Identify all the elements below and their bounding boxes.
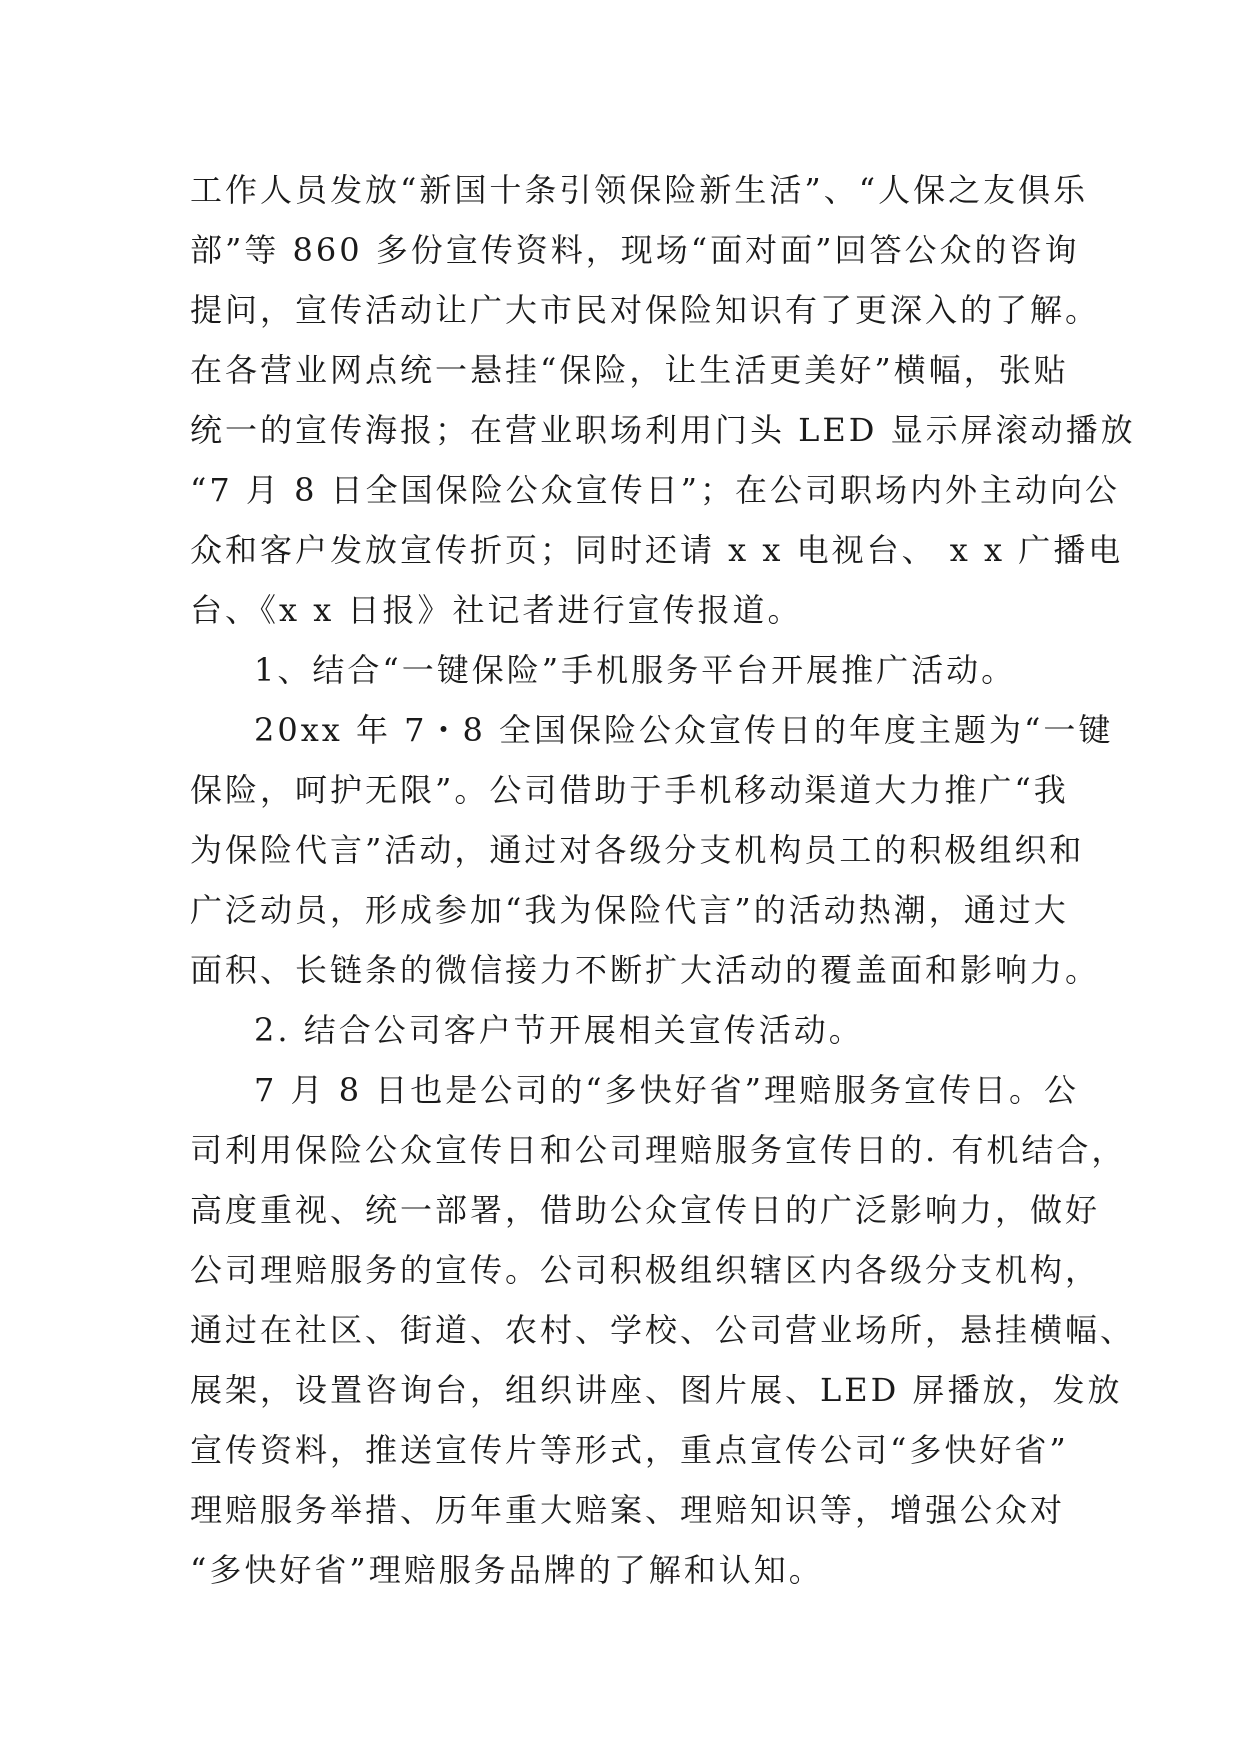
text-line: 公司理赔服务的宣传。公司积极组织辖区内各级分支机构， bbox=[190, 1251, 1101, 1289]
text-line: 2. 结合公司客户节开展相关宣传活动。 bbox=[254, 1011, 864, 1049]
text-line: 司利用保险公众宣传日和公司理赔服务宣传日的. 有机结合， bbox=[190, 1131, 1127, 1169]
text-line: 展架，设置咨询台，组织讲座、图片展、LED 屏播放，发放 bbox=[190, 1371, 1123, 1409]
text-line: “7 月 8 日全国保险公众宣传日”；在公司职场内外主动向公 bbox=[190, 471, 1120, 509]
document-body bbox=[190, 160, 1136, 1600]
text-line: 1、结合“一键保险”手机服务平台开展推广活动。 bbox=[254, 651, 1017, 689]
text-line: 保险，呵护无限”。公司借助于手机移动渠道大力推广“我 bbox=[190, 771, 1069, 809]
text-line: 20xx 年 7・8 全国保险公众宣传日的年度主题为“一键 bbox=[254, 711, 1114, 749]
text-line: 广泛动员，形成参加“我为保险代言”的活动热潮，通过大 bbox=[190, 891, 1069, 929]
text-line: 众和客户发放宣传折页；同时还请 x x 电视台、 x x 广播电 bbox=[190, 531, 1124, 569]
text-line: 部”等 860 多份宣传资料，现场“面对面”回答公众的咨询 bbox=[190, 231, 1080, 269]
text-line: 宣传资料，推送宣传片等形式，重点宣传公司“多快好省” bbox=[190, 1431, 1069, 1469]
text-line: 面积、长链条的微信接力不断扩大活动的覆盖面和影响力。 bbox=[190, 951, 1101, 989]
text-line: 高度重视、统一部署，借助公众宣传日的广泛影响力，做好 bbox=[190, 1191, 1101, 1229]
text-line: 为保险代言”活动，通过对各级分支机构员工的积极组织和 bbox=[190, 831, 1085, 869]
text-line: 在各营业网点统一悬挂“保险，让生活更美好”横幅，张贴 bbox=[190, 351, 1069, 389]
text-line: 工作人员发放“新国十条引领保险新生活”、“人保之友俱乐 bbox=[190, 171, 1089, 209]
text-line: “多快好省”理赔服务品牌的了解和认知。 bbox=[190, 1551, 824, 1589]
text-line: 提问，宣传活动让广大市民对保险知识有了更深入的了解。 bbox=[190, 291, 1101, 329]
text-line: 7 月 8 日也是公司的“多快好省”理赔服务宣传日。公 bbox=[254, 1071, 1079, 1109]
text-line: 通过在社区、街道、农村、学校、公司营业场所，悬挂横幅、 bbox=[190, 1311, 1136, 1349]
text-line: 理赔服务举措、历年重大赔案、理赔知识等，增强公众对 bbox=[190, 1491, 1066, 1529]
text-line: 台、《x x 日报》社记者进行宣传报道。 bbox=[190, 591, 803, 629]
text-line: 统一的宣传海报；在营业职场利用门头 LED 显示屏滚动播放 bbox=[190, 411, 1136, 449]
